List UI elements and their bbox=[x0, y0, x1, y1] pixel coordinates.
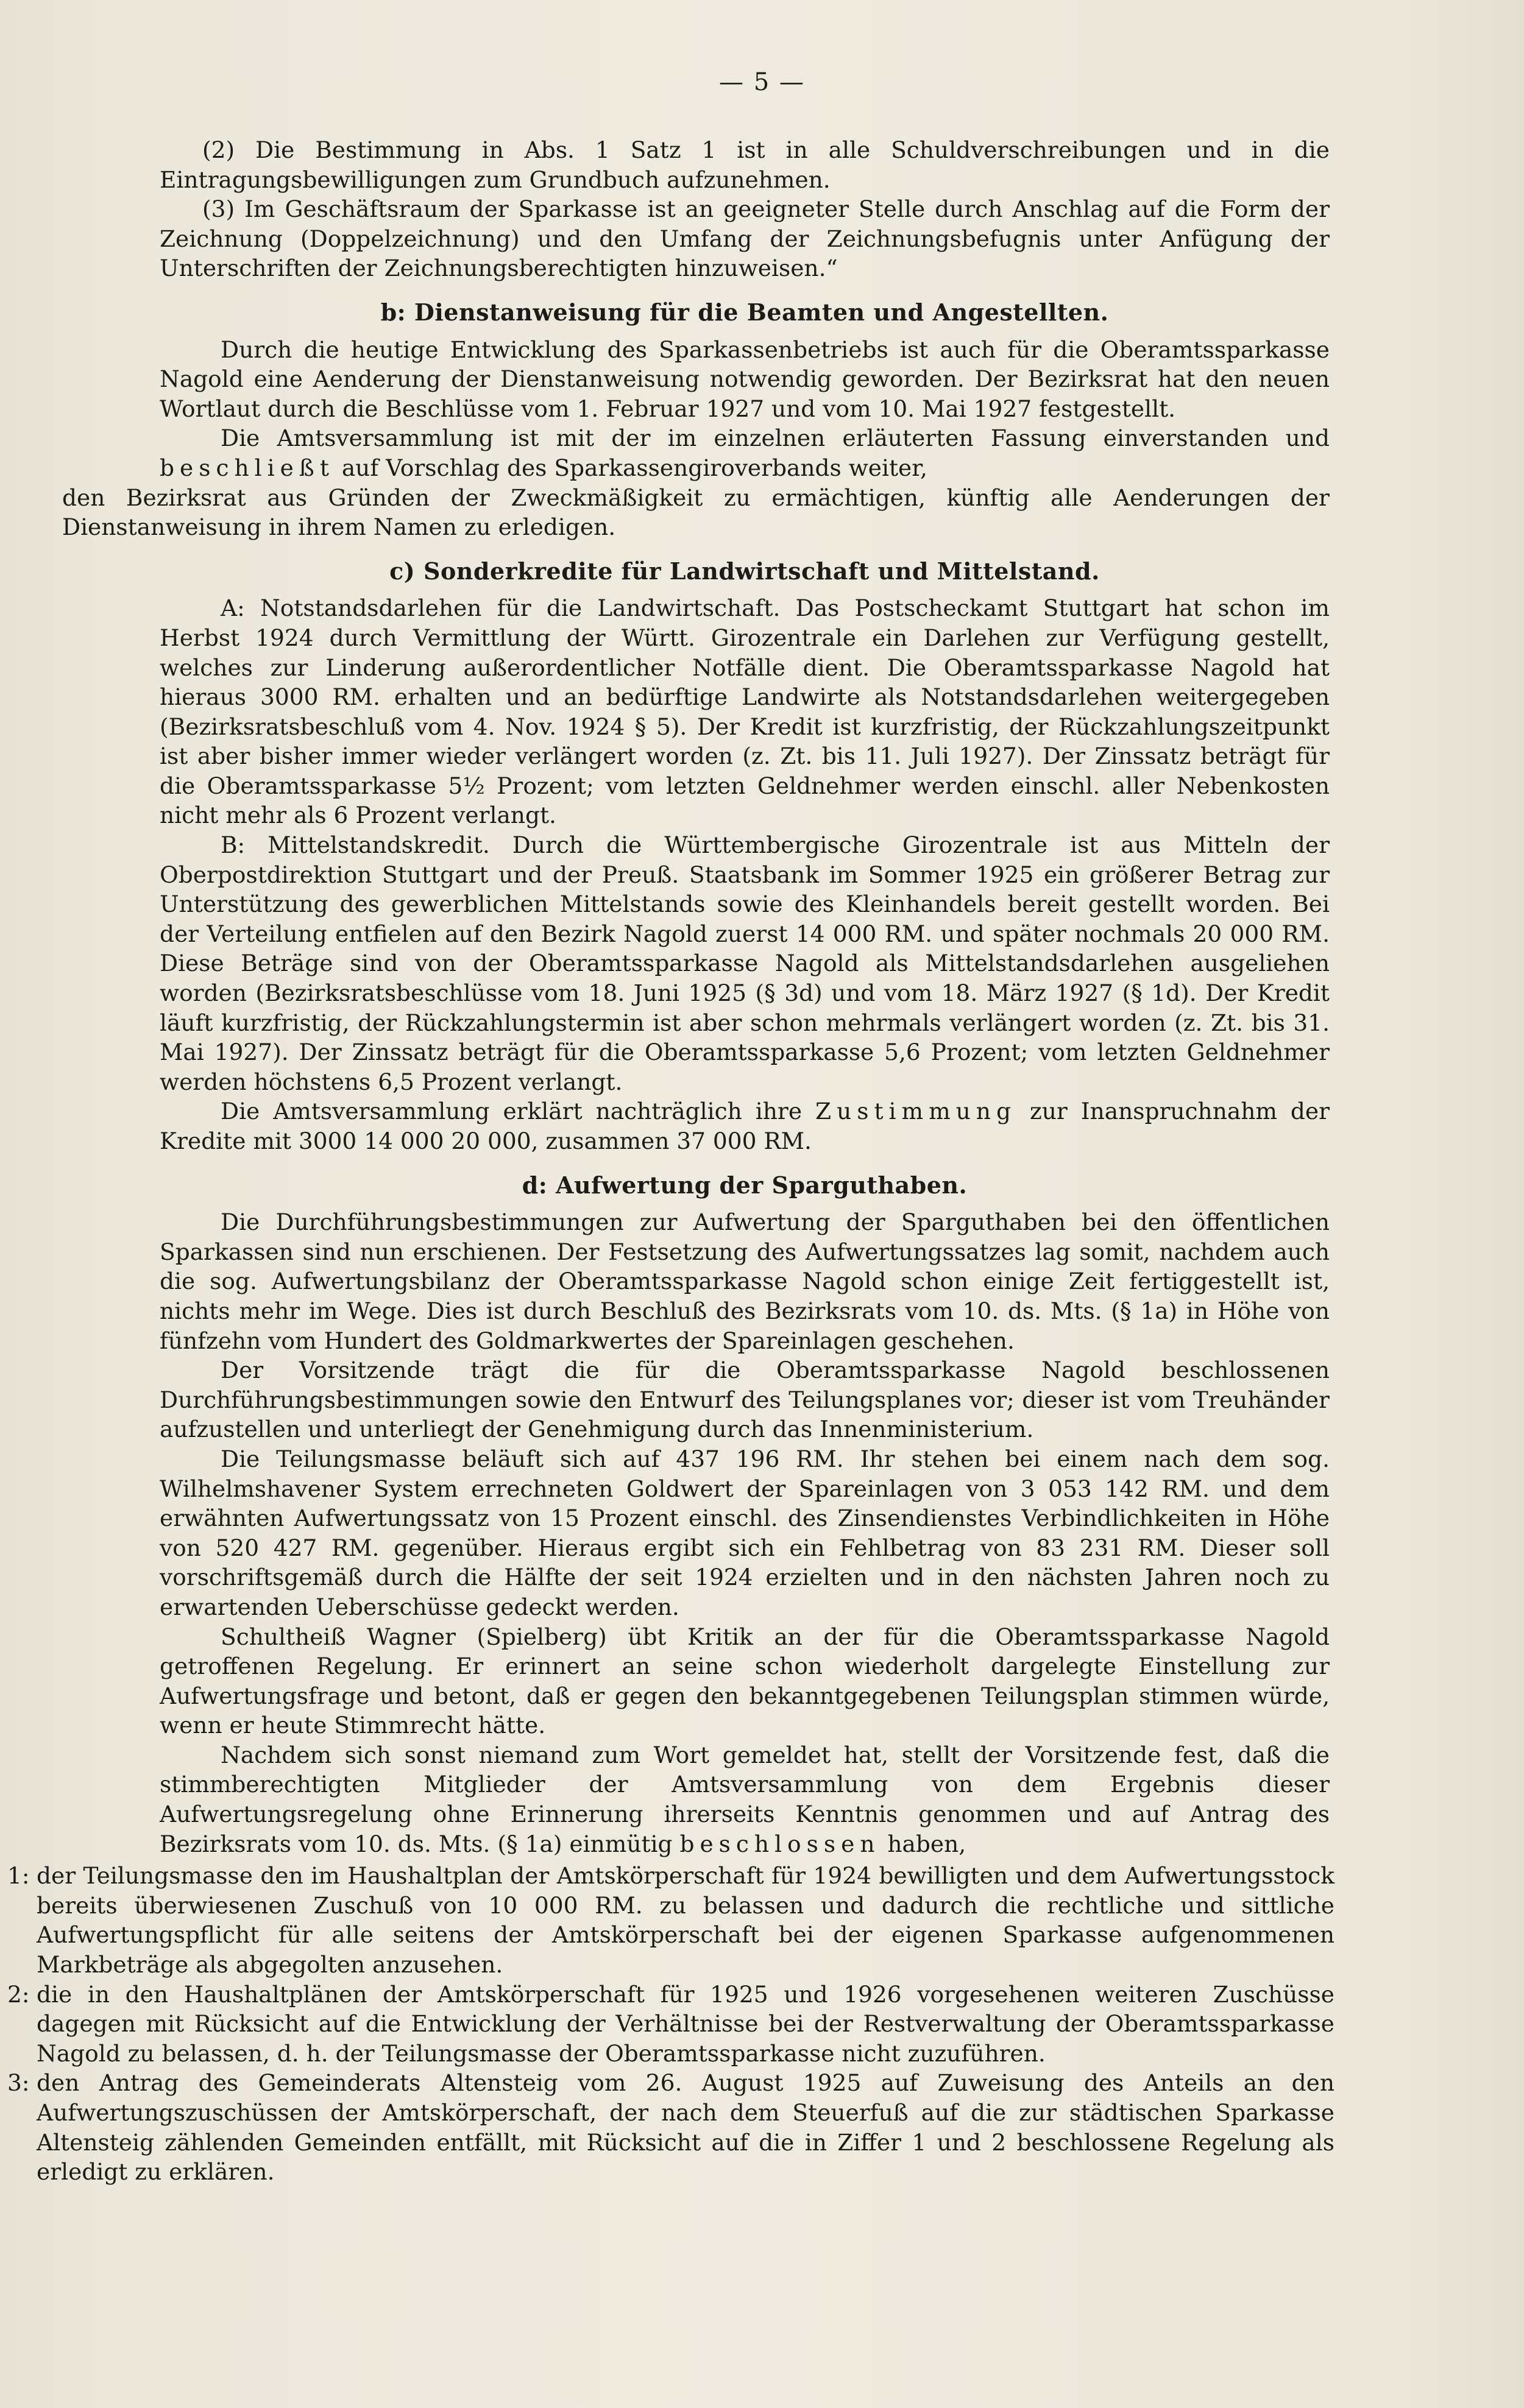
paragraph-entwicklung: Durch die heutige Entwicklung des Sparkassenbetriebs ist auch für die Oberamtssparkasse Nagold eine Aenderung der Dienstanweisung notwendig geworden. Der Bezirksrat hat den neuen Wortlaut durch die Beschlüsse vom 1. Februar 1927 und vom 10. Mai 1927 festgestellt. bbox=[160, 336, 1330, 422]
paragraph-teilungsmasse: Die Teilungsmasse beläuft sich auf 437 196 RM. Ihr stehen bei einem nach dem sog. Wilhelmshavener System errechneten Goldwert der Spareinlagen von 3 053 142 RM. und dem erwähnten Aufwertungssatz von 15 Prozent einschl. des Zinsendienstes Verbindlichkeiten in Höhe von 520 427 RM. gegenüber. Hieraus ergibt sich ein Fehlbetrag von 83 231 RM. Dieser soll vorschriftsgemäß durch die Hälfte der seit 1924 erzielten und in den nächsten Jahren noch zu erwartenden Ueberschüsse gedeckt werden. bbox=[160, 1445, 1330, 1620]
paragraph-abs-2: (2) Die Bestimmung in Abs. 1 Satz 1 ist in alle Schuldverschreibungen und in die Eintragungsbewilligungen zum Grundbuch aufzunehmen. bbox=[160, 136, 1330, 193]
resolution-list bbox=[7, 1861, 1334, 2187]
paragraph-abs-3: (3) Im Geschäftsraum der Sparkasse ist an geeigneter Stelle durch Anschlag auf die Form der Zeichnung (Doppelzeichnung) und den Umfang der Zeichnungsbefugnis unter Anfügung der Unterschriften der Zeichnungsberechtigten hinzuweisen.“ bbox=[160, 196, 1330, 282]
text-fragment: auf Vorschlag des Sparkassengiroverbands weiter, bbox=[341, 454, 927, 481]
text-fragment: Nachdem sich sonst niemand zum Wort gemeldet hat, stellt der Vorsitzende fest, daß die stimmberechtigten Mitglieder der Amtsversammlung von dem Ergebnis dieser Aufwertungsregelung ohne Erinnerung ihrerseits Kenntnis genommen und auf Antrag des Bezirksrats vom 10. ds. Mts. (§ 1a) einmütig bbox=[160, 1741, 1330, 1857]
list-item bbox=[7, 1861, 1334, 1979]
paragraph-beschluss bbox=[160, 1740, 1330, 1859]
heading-aufwertung: d: Aufwertung der Sparguthaben. bbox=[522, 1171, 968, 1199]
list-text: der Teilungsmasse den im Haushaltplan der Amtskörperschaft für 1924 bewilligten und dem Aufwertungsstock bereits überwiesenen Zuschuß von 10 000 RM. zu belassen und dadurch die rechtliche und sittliche Aufwertungspflicht für alle seitens der Amtskörperschaft bei der eigenen Sparkasse aufgenommenen Markbeträge als abgegolten anzusehen. bbox=[37, 1862, 1334, 1979]
list-item bbox=[7, 2068, 1334, 2186]
list-number: 2: bbox=[7, 1980, 30, 2008]
list-number: 1: bbox=[7, 1862, 30, 1890]
list-item bbox=[7, 1980, 1334, 2069]
text-fragment: Die Amtsversammlung erklärt nachträglich ihre bbox=[221, 1098, 803, 1125]
text-fragment: Die Amtsversammlung ist mit der im einzelnen erläuterten Fassung einverstanden und bbox=[221, 425, 1330, 452]
paragraph-amtsversammlung-1 bbox=[160, 423, 1330, 482]
text-fragment: haben, bbox=[887, 1830, 966, 1857]
heading-dienstanweisung: b: Dienstanweisung für die Beamten und Angestellten. bbox=[380, 298, 1109, 326]
list-text: die in den Haushaltplänen der Amtskörperschaft für 1925 und 1926 vorgesehenen weiteren Zuschüsse dagegen mit Rücksicht auf die Entwicklung der Verhältnisse bei der Restverwaltung der Oberamtssparkasse Nagold zu belassen, d. h. der Teilungsmasse der Oberamtssparkasse nicht zuzuführen. bbox=[37, 1980, 1334, 2067]
list-number: 3: bbox=[7, 2069, 30, 2097]
paragraph-mittelstandskredit: B: Mittelstandskredit. Durch die Württembergische Girozentrale ist aus Mitteln der Oberpostdirektion Stuttgart und der Preuß. Staatsbank im Sommer 1925 ein größerer Betrag zur Unterstützung des gewerblichen Mittelstands sowie des Kleinhandels bereit gestellt worden. Bei der Verteilung entfielen auf den Bezirk Nagold zuerst 14 000 RM. und später nochmals 20 000 RM. Diese Beträge sind von der Oberamtssparkasse Nagold als Mittelstandsdarlehen ausgeliehen worden (Bezirksratsbeschlüsse vom 18. Juni 1925 (§ 3d) und vom 18. März 1927 (§ 1d). Der Kredit läuft kurzfristig, der Rückzahlungstermin ist aber schon mehrmals verlängert worden (z. Zt. bis 31. Mai 1927). Der Zinssatz beträgt für die Oberamtssparkasse 5,6 Prozent; vom letzten Geldnehmer werden höchstens 6,5 Prozent verlangt. bbox=[160, 832, 1330, 1095]
paragraph-zustimmung bbox=[160, 1096, 1330, 1156]
text-fragment: zur Inanspruchnahm der Kredite mit 3000 14 000 20 000, zusammen 37 000 RM. bbox=[160, 1098, 1330, 1154]
heading-sonderkredite: c) Sonderkredite für Landwirtschaft und Mittelstand. bbox=[389, 557, 1100, 585]
emphasis-zustimmung: Zustimmung bbox=[815, 1098, 1016, 1125]
list-text: den Antrag des Gemeinderats Altensteig vom 26. August 1925 auf Zuweisung des Anteils an den Aufwertungszuschüssen der Amtskörperschaft, der nach dem Steuerfuß auf die zur städtischen Sparkasse Altensteig zählenden Gemeinden entfällt, mit Rücksicht auf die in Ziffer 1 und 2 beschlossene Regelung als erledigt zu erklären. bbox=[37, 2069, 1334, 2186]
paragraph-bezirksrat-ermaechtigung: den Bezirksrat aus Gründen der Zweckmäßigkeit zu ermächtigen, künftig alle Aenderungen der Dienstanweisung in ihrem Namen zu erledigen. bbox=[62, 484, 1330, 541]
emphasis-beschliesst: beschließt bbox=[160, 454, 335, 481]
paragraph-vorsitzende: Der Vorsitzende trägt die für die Oberamtssparkasse Nagold beschlossenen Durchführungsbestimmungen sowie den Entwurf des Teilungsplanes vor; dieser ist vom Treuhänder aufzustellen und unterliegt der Genehmigung durch das Innenministerium. bbox=[160, 1357, 1330, 1443]
paragraph-schultheiss-wagner: Schultheiß Wagner (Spielberg) übt Kritik an der für die Oberamtssparkasse Nagold getroffenen Regelung. Er erinnert an seine schon wiederholt dargelegte Einstellung zur Aufwertungsfrage und betont, daß er gegen den bekanntgegebenen Teilungsplan stimmen würde, wenn er heute Stimmrecht hätte. bbox=[160, 1623, 1330, 1739]
paragraph-notstandsdarlehen: A: Notstandsdarlehen für die Landwirtschaft. Das Postscheckamt Stuttgart hat schon im Herbst 1924 durch Vermittlung der Württ. Girozentrale ein Darlehen zur Verfügung gestellt, welches zur Linderung außerordentlicher Notfälle dient. Die Oberamtssparkasse Nagold hat hieraus 3000 RM. erhalten und an bedürftige Landwirte als Notstandsdarlehen weitergegeben (Bezirksratsbeschluß vom 4. Nov. 1924 § 5). Der Kredit ist kurzfristig, der Rückzahlungszeitpunkt ist aber bisher immer wieder verlängert worden (z. Zt. bis 11. Juli 1927). Der Zinssatz beträgt für die Oberamtssparkasse 5½ Prozent; vom letzten Geldnehmer werden einschl. aller Nebenkosten nicht mehr als 6 Prozent verlangt. bbox=[160, 595, 1330, 829]
paragraph-durchfuehrung: Die Durchführungsbestimmungen zur Aufwertung der Sparguthaben bei den öffentlichen Sparkassen sind nun erschienen. Der Festsetzung des Aufwertungssatzes lag somit, nachdem auch die sog. Aufwertungsbilanz der Oberamtssparkasse Nagold schon einige Zeit fertiggestellt ist, nichts mehr im Wege. Dies ist durch Beschluß des Bezirksrats vom 10. ds. Mts. (§ 1a) in Höhe von fünfzehn vom Hundert des Goldmarkwertes der Spareinlagen geschehen. bbox=[160, 1209, 1330, 1354]
text-column bbox=[7, 135, 1334, 2187]
page-number: — 5 — bbox=[719, 68, 805, 96]
emphasis-beschlossen: beschlossen bbox=[679, 1830, 881, 1857]
